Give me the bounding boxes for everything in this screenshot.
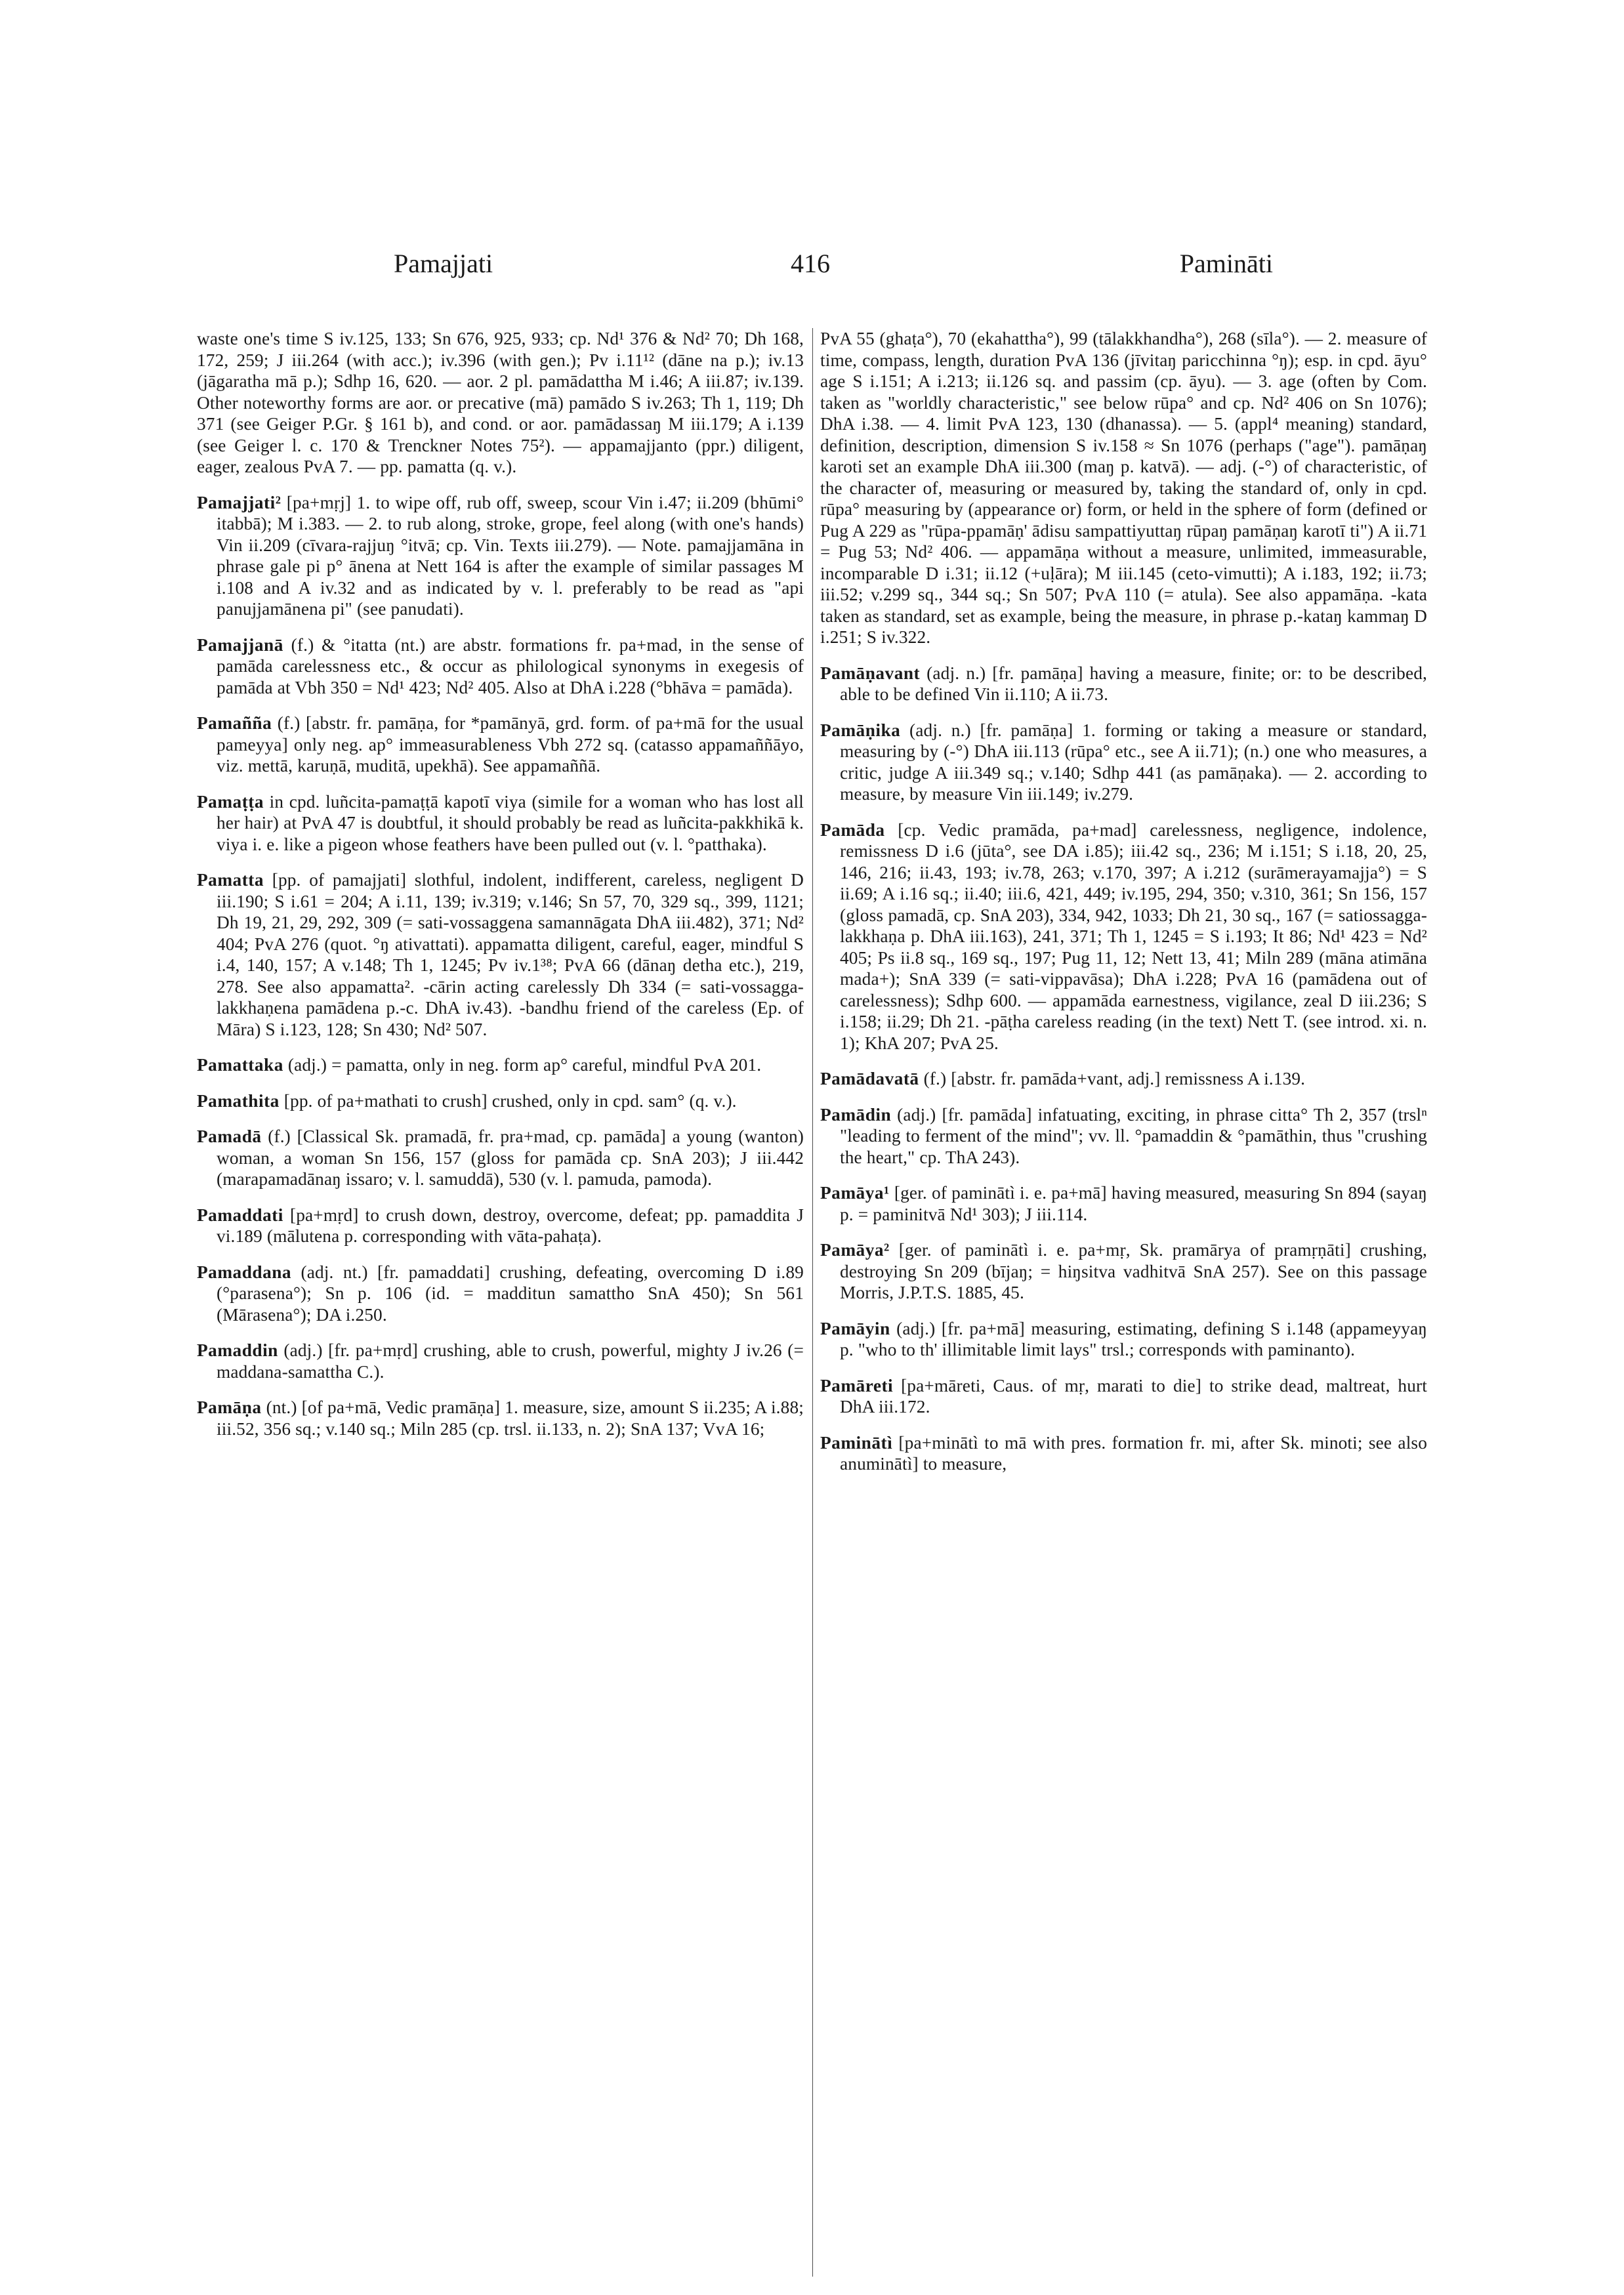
entry-text: (f.) [abstr. fr. pamāṇa, for *pamānyā, grd. form. of pa+mā for the usual pameyya] only neg. ap° immeasurableness Vbh 272 sq. (catasso appamaññāyo, viz. mettā, karuṇā, muditā, upekhā). See appamaññā. bbox=[217, 713, 804, 775]
entry-headword: Pamaddana bbox=[197, 1262, 292, 1282]
entry-headword: Pamāyin bbox=[820, 1318, 890, 1338]
dictionary-entry bbox=[820, 1182, 1427, 1225]
dictionary-entry bbox=[197, 869, 804, 1040]
dictionary-entry bbox=[197, 1205, 804, 1247]
entry-text: [pa+minātì to mā with pres. formation fr. mi, after Sk. minoti; see also anuminātì] to measure, bbox=[840, 1432, 1428, 1474]
entry-headword: Pamajjanā bbox=[197, 634, 283, 655]
dictionary-entry bbox=[197, 713, 804, 777]
entry-headword: Pamaddati bbox=[197, 1205, 283, 1225]
dictionary-entry bbox=[820, 720, 1427, 805]
entry-headword: Pamāya² bbox=[820, 1240, 890, 1260]
entry-text: in cpd. luñcita-pamaṭṭā kapotī viya (simile for a woman who has lost all her hair) at PvA 47 is doubtful, it should probably be read as luñcita-pakkhikā k. viya i. e. like a pigeon whose feathers have been pulled out (v. l. °patthaka). bbox=[217, 791, 804, 854]
entry-headword: Pamādin bbox=[820, 1104, 892, 1125]
header-right-title: Pamināti bbox=[1179, 249, 1273, 278]
entry-headword: Pamāṇika bbox=[820, 720, 901, 740]
header-left-title: Pamajjati bbox=[394, 249, 493, 278]
entry-text: [cp. Vedic pramāda, pa+mad] carelessness, negligence, indolence, remissness D i.6 (jūta°, see DA i.85); iii.42 sq., 236; M i.151; S i.18, 20, 25, 146, 216; ii.43, 193; iv.78, 263; v.170, 397; A i.212 (surāmerayamajja°) = S ii.69; A i.16 sq.; ii.40; iii.6, 421, 449; iv.195, 294, 350; v.310, 361; Sn 156, 157 (gloss pamadā, cp. SnA 203), 334, 942, 1033; Dh 21, 30 sq., 167 (= satiossagga-lakkhaṇa p. DhA iii.163), 241, 371; Th 1, 1245 = S i.193; It 86; Nd¹ 423 = Nd² 405; Ps ii.8 sq., 169 sq., 197; Pug 11, 12; Nett 13, 41; Miln 289 (māna atimāna mada+); SnA 339 (= sati-vippavāsa); DhA i.228; PvA 16 (pamādena out of carelessness); Sdhp 600. — appamāda earnestness, vigilance, zeal D iii.236; S i.158; ii.29; Dh 21. -pāṭha careless reading (in the text) Nett T. (see introd. xi. n. 1); KhA 207; PvA 25. bbox=[840, 819, 1427, 1053]
entry-headword: Pamāda bbox=[820, 819, 885, 840]
dictionary-entry bbox=[820, 1375, 1427, 1418]
entry-text: (adj.) [fr. pa+mṛd] crushing, able to crush, powerful, mighty J iv.26 (= maddana-samattha C.). bbox=[217, 1340, 804, 1382]
entry-text: (adj. nt.) [fr. pamaddati] crushing, defeating, overcoming D i.89 (°parasena°); Sn p. 106 (id. = madditun samattho SnA 450); Sn 561 (Mārasena°); DA i.250. bbox=[217, 1262, 804, 1325]
entry-text: (nt.) [of pa+mā, Vedic pramāṇa] 1. measure, size, amount S ii.235; A i.88; iii.52, 356 sq.; v.140 sq.; Miln 285 (cp. trsl. ii.133, n. 2); SnA 137; VvA 16; bbox=[217, 1397, 804, 1439]
dictionary-entry bbox=[820, 1239, 1427, 1304]
page-header bbox=[394, 248, 1286, 294]
entry-text: [pa+māreti, Caus. of mṛ, marati to die] to strike dead, maltreat, hurt DhA iii.172. bbox=[840, 1375, 1427, 1416]
entry-text: (adj. n.) [fr. pamāṇa] 1. forming or taking a measure or standard, measuring by (-°) DhA iii.113 (rūpa° etc., see A ii.71); (n.) one who measures, a critic, judge A iii.349 sq.; v.140; Sdhp 441 (as pamāṇaka). — 2. according to measure, by measure Vin iii.149; iv.279. bbox=[840, 720, 1427, 804]
entry-text: (f.) [abstr. fr. pamāda+vant, adj.] remissness A i.139. bbox=[923, 1069, 1306, 1088]
dictionary-entry bbox=[197, 1054, 804, 1076]
dictionary-entry bbox=[197, 1090, 804, 1112]
entry-text: (adj.) [fr. pa+mā] measuring, estimating, defining S i.148 (appameyyaŋ p. "who to th' illimitable limit lays" trsl.; corresponds with paminanto). bbox=[840, 1318, 1427, 1359]
dictionary-entry bbox=[820, 1318, 1427, 1361]
entry-headword: Pamādavatā bbox=[820, 1069, 919, 1088]
entry-headword: Pamāṇa bbox=[197, 1397, 262, 1417]
entry-text: PvA 55 (ghaṭa°), 70 (ekahattha°), 99 (tālakkhandha°), 268 (sīla°). — 2. measure of time, compass, length, duration PvA 136 (jīvitaŋ paricchinna °ŋ); esp. in cpd. āyu° age S i.151; A i.213; ii.126 sq. and passim (cp. āyu). — 3. age (often by Com. taken as "worldly characteristic," see below rūpa° and cp. Nd² 406 on Sn 1076); DhA i.38. — 4. limit PvA 123, 130 (dhanassa). — 5. (appl⁴ meaning) standard, definition, description, dimension S iv.158 ≈ Sn 1076 (perhaps ("age"). pamāṇaŋ karoti set an example DhA iii.300 (maŋ p. katvā). — adj. (-°) of characteristic, of the character of, measuring or measured by, taking the standard of, only in cpd. rūpa° measuring by (appearance or) form, or held in the sphere of form (defined or Pug A 229 as "rūpa-ppamāṇ' ādisu sampattiyuttaŋ rūpaŋ pamāṇaŋ karotī ti") A ii.71 = Pug 53; Nd² 406. — appamāṇa without a measure, unlimited, immeasurable, incomparable D i.31; ii.12 (+uḷāra); M iii.145 (ceto-vimutti); A i.183, 192; ii.73; iii.52; v.299 sq., 344 sq.; Sn 507; PvA 110 (= atula). See also appamāṇa. -kata taken as standard, set as example, being the measure, in phrase p.-kataŋ kammaŋ D i.251; S iv.322. bbox=[820, 329, 1427, 647]
entry-text: [pp. of pamajjati] slothful, indolent, indifferent, careless, negligent D iii.190; S i.61 = 204; A i.11, 139; iv.319; v.146; Sn 57, 70, 329 sq., 399, 1121; Dh 19, 21, 29, 292, 309 (= sati-vossaggena samannāgata DhA iii.482), 371; Nd² 404; PvA 276 (quot. °ŋ ativattati). appamatta diligent, careful, eager, mindful S i.4, 140, 157; A v.148; Th 1, 1245; Pv iv.1³⁸; PvA 66 (dānaŋ detha etc.), 219, 278. See also appamatta². -cārin acting carelessly Dh 334 (= sati-vossagga-lakkhaṇena pamādena p.-c. DhA iv.43). -bandhu friend of the careless (Ep. of Māra) S i.123, 128; Sn 430; Nd² 507. bbox=[217, 870, 804, 1039]
page-number: 416 bbox=[791, 249, 830, 278]
entry-text: (f.) & °itatta (nt.) are abstr. formations fr. pa+mad, in the sense of pamāda carelessness etc., & occur as philological synonyms in exegesis of pamāda at Vbh 350 = Nd¹ 423; Nd² 405. Also at DhA i.228 (°bhāva = pamāda). bbox=[217, 634, 804, 697]
dictionary-entry bbox=[820, 328, 1427, 648]
entry-headword: Pamadā bbox=[197, 1127, 262, 1146]
entry-text: waste one's time S iv.125, 133; Sn 676, 925, 933; cp. Nd¹ 376 & Nd² 70; Dh 168, 172, 259; J iii.264 (with acc.); iv.396 (with gen.); Pv i.11¹² (dāne na p.); iv.13 (jāgaratha mā p.); Sdhp 16, 620. — aor. 2 pl. pamādattha M i.46; A iii.87; iv.139. Other noteworthy forms are aor. or precative (mā) pamādo S iv.263; Th 1, 119; Dh 371 (see Geiger P.Gr. § 161 b), and cond. or aor. pamādassaŋ M iii.179; A i.139 (see Geiger l. c. 170 & Trenckner Notes 75²). — appamajjanto (ppr.) diligent, eager, zealous PvA 7. — pp. pamatta (q. v.). bbox=[197, 329, 804, 476]
entry-text: [ger. of paminātì i. e. pa+mṛ, Sk. pramārya of pramṛṇāti] crushing, destroying Sn 209 (bījaŋ; = hiŋsitva vadhitvā SnA 257). See on this passage Morris, J.P.T.S. 1885, 45. bbox=[840, 1240, 1427, 1302]
entry-text: [pa+mṛd] to crush down, destroy, overcome, defeat; pp. pamaddita J vi.189 (mālutena p. corresponding with vāta-pahaṭa). bbox=[217, 1205, 804, 1246]
entry-headword: Paminātì bbox=[820, 1432, 893, 1453]
entry-text: [ger. of paminātì i. e. pa+mā] having measured, measuring Sn 894 (sayaŋ p. = paminitvā Nd¹ 303); J iii.114. bbox=[840, 1183, 1427, 1224]
entry-text: (adj.) [fr. pamāda] infatuating, exciting, in phrase citta° Th 2, 357 (trslⁿ "leading to ferment of the mind"; vv. ll. °pamaddin & °pamāthin, thus "crushing the heart," cp. ThA 243). bbox=[840, 1104, 1427, 1167]
entry-headword: Pamathita bbox=[197, 1090, 280, 1111]
entry-headword: Pamāreti bbox=[820, 1375, 894, 1396]
dictionary-entry bbox=[197, 492, 804, 620]
dictionary-entry bbox=[197, 791, 804, 856]
dictionary-entry bbox=[820, 819, 1427, 1054]
dictionary-entry bbox=[197, 1397, 804, 1439]
entry-headword: Pamatta bbox=[197, 870, 264, 890]
entry-text: [pp. of pa+mathati to crush] crushed, only in cpd. sam° (q. v.). bbox=[283, 1090, 737, 1111]
dictionary-entry bbox=[197, 1126, 804, 1190]
entry-headword: Pamajjati² bbox=[197, 492, 281, 512]
right-column bbox=[820, 328, 1427, 1489]
column-divider bbox=[812, 328, 813, 2277]
entry-text: (adj.) = pamatta, only in neg. form ap° careful, mindful PvA 201. bbox=[287, 1055, 762, 1075]
dictionary-entry bbox=[197, 1262, 804, 1326]
dictionary-entry bbox=[820, 663, 1427, 705]
entry-text: [pa+mṛj] 1. to wipe off, rub off, sweep, scour Vin i.47; ii.209 (bhūmi° itabbā); M i.383. — 2. to rub along, stroke, grope, feel along (with one's hands) Vin ii.209 (cīvara-rajjuŋ °itvā; cp. Vin. Texts iii.279). — Note. pamajjamāna in phrase gale pi p° ānena at Nett 164 is after the example of similar passages M i.108 and A iv.32 and as indicated by v. l. preferably to be read as "api panujjamānena pi" (see panudati). bbox=[217, 492, 804, 619]
entry-headword: Pamāya¹ bbox=[820, 1183, 890, 1203]
entry-text: (f.) [Classical Sk. pramadā, fr. pra+mad, cp. pamāda] a young (wanton) woman, a woman Sn 156, 157 (gloss for pamāda cp. SnA 203); J iii.442 (marapamadānaŋ issaro; v. l. samuddā), 530 (v. l. pamuda, pamoda). bbox=[217, 1127, 804, 1189]
entry-headword: Pamaddin bbox=[197, 1340, 278, 1360]
entry-headword: Pamañña bbox=[197, 713, 272, 733]
entry-headword: Pamaṭṭa bbox=[197, 791, 264, 812]
entry-text: (adj. n.) [fr. pamāṇa] having a measure, finite; or: to be described, able to be defined Vin ii.110; A ii.73. bbox=[840, 663, 1427, 704]
dictionary-entry bbox=[197, 328, 804, 478]
dictionary-entry bbox=[820, 1068, 1427, 1090]
dictionary-entry bbox=[820, 1432, 1427, 1475]
dictionary-entry bbox=[197, 1340, 804, 1382]
entry-headword: Pamattaka bbox=[197, 1055, 283, 1075]
dictionary-entry bbox=[197, 634, 804, 699]
entry-headword: Pamāṇavant bbox=[820, 663, 921, 683]
left-column bbox=[197, 328, 804, 1454]
dictionary-entry bbox=[820, 1104, 1427, 1168]
